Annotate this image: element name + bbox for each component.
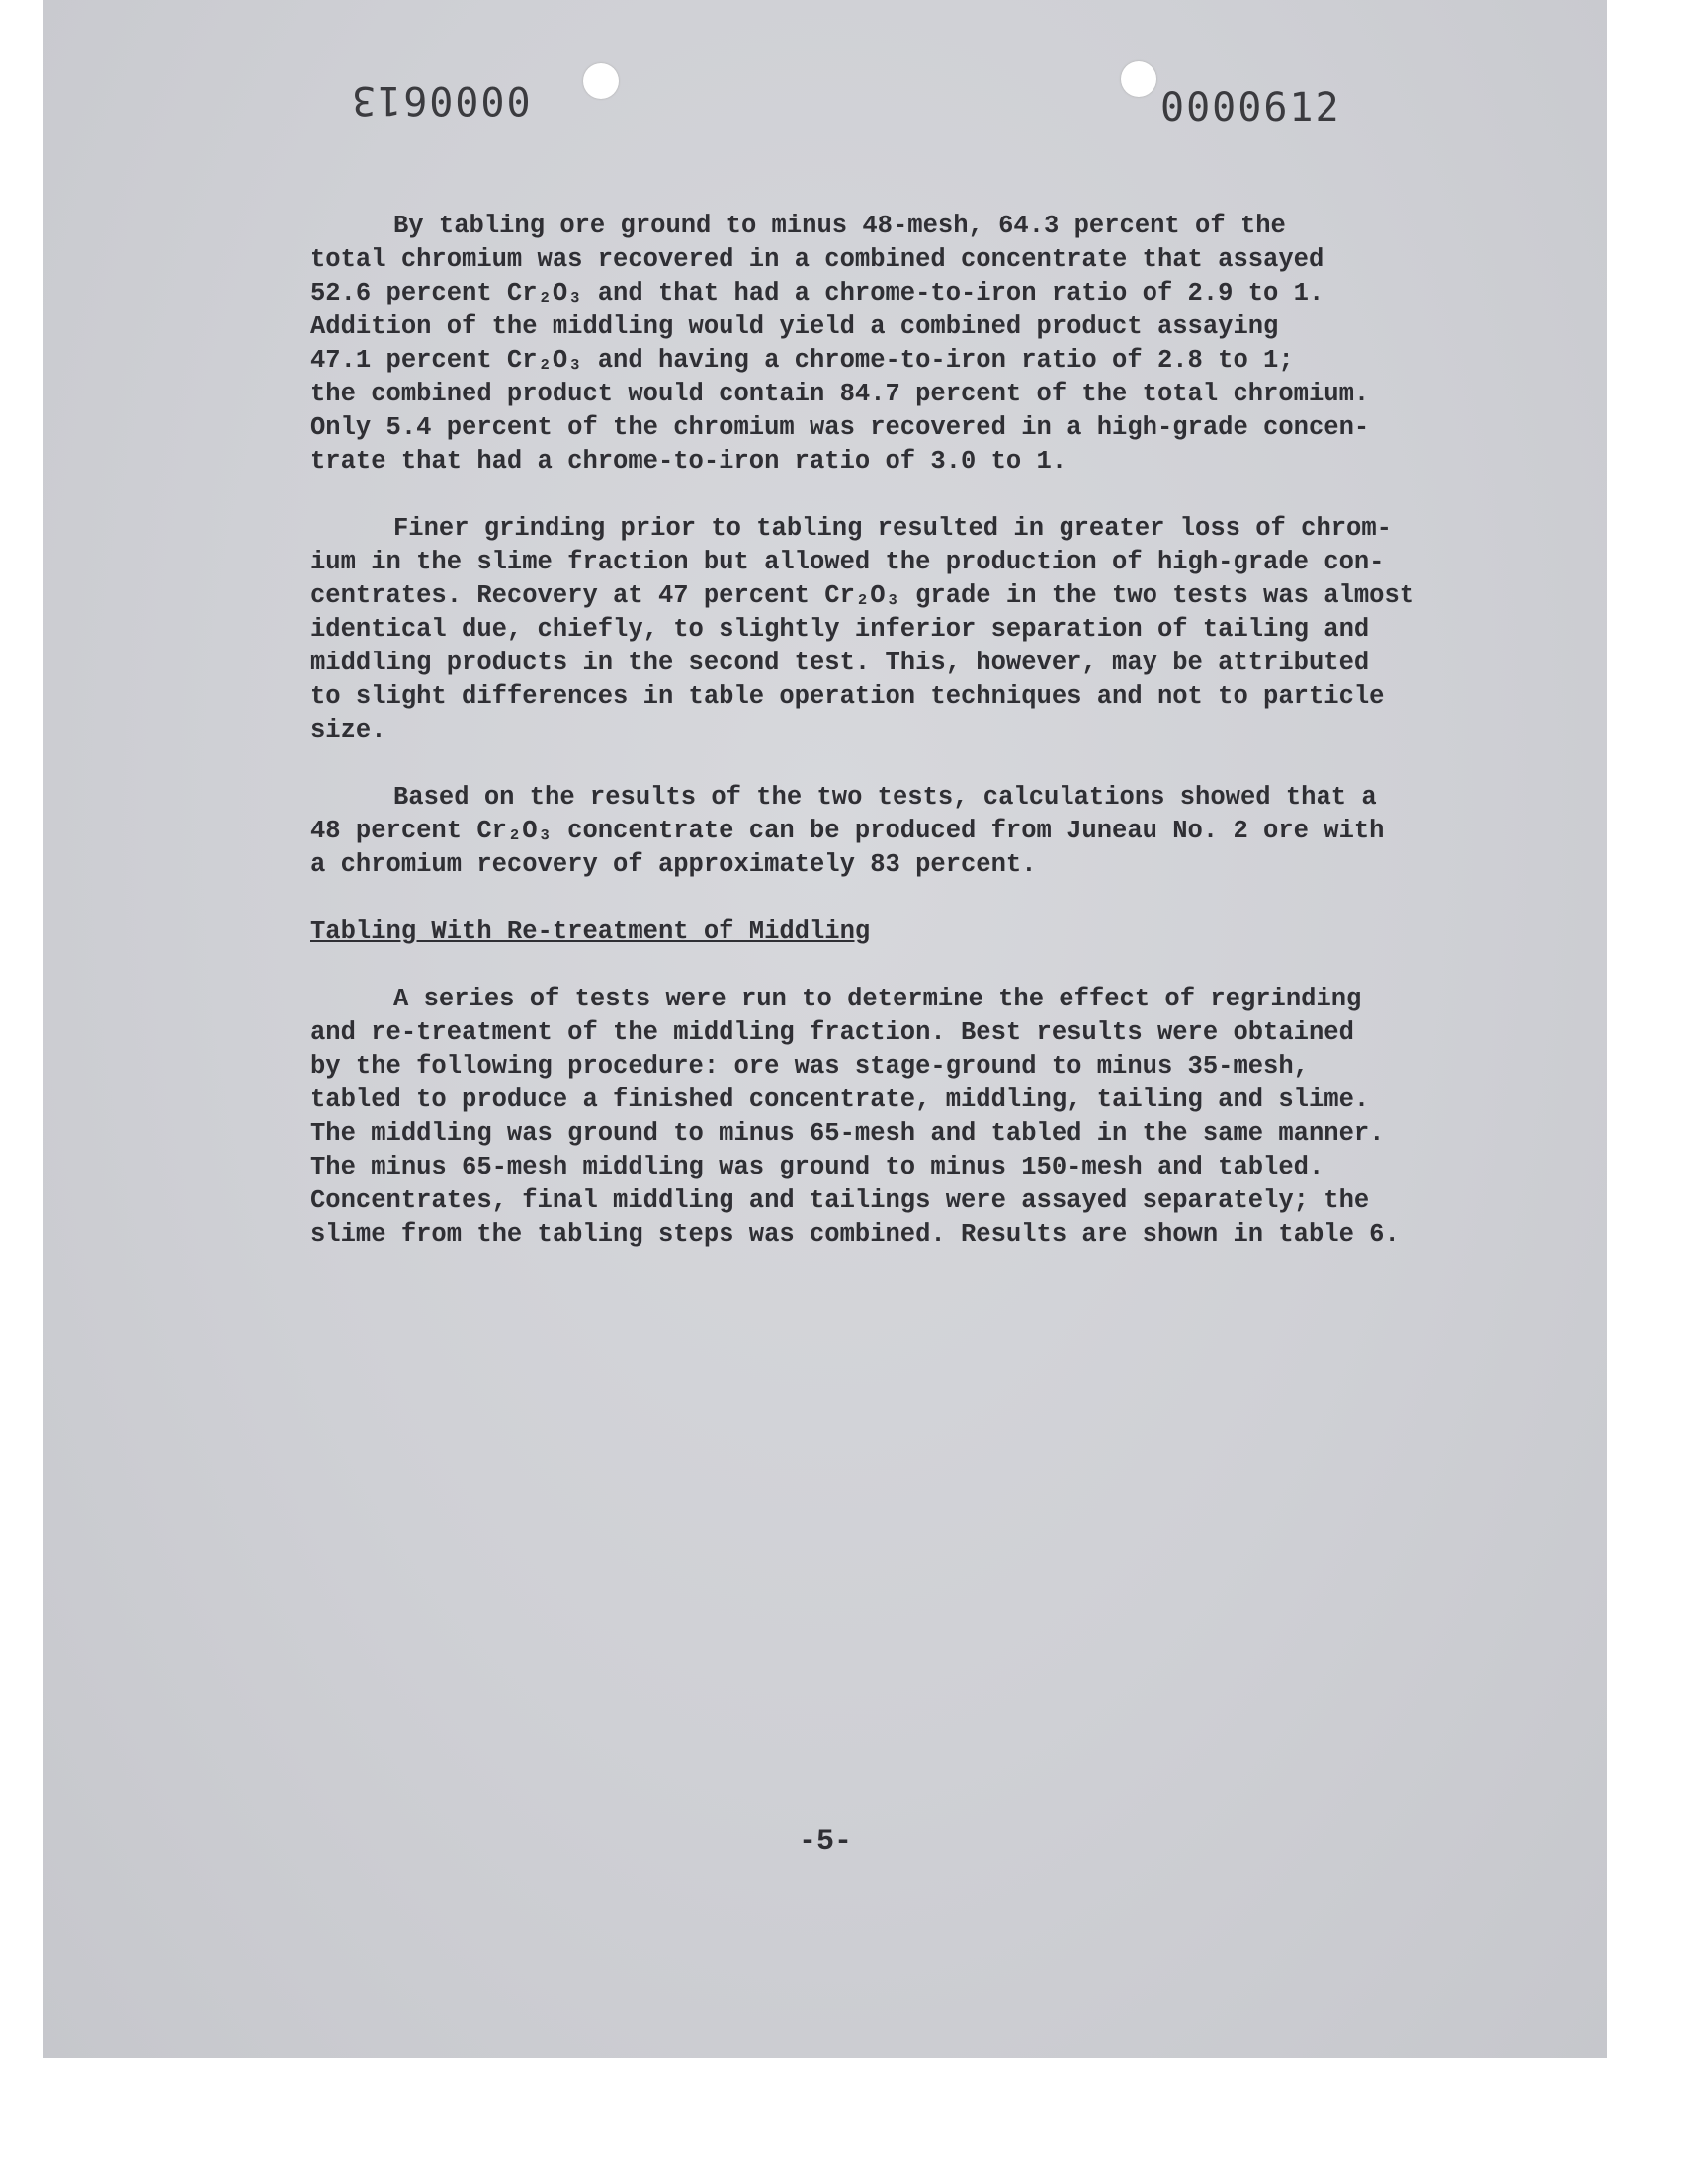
section-heading: Tabling With Re-treatment of Middling	[310, 917, 871, 946]
bates-stamp-page-number: 0000612	[1160, 85, 1341, 130]
paragraph-calculations: Based on the results of the two tests, calculations showed that a 48 percent Cr₂O₃ concentrate can be produced from Juneau No. 2 ore with a chromium recovery of approximately 83 percent.	[310, 783, 1385, 879]
document-body	[310, 210, 1580, 1285]
paragraph-tabling-48-mesh: By tabling ore ground to minus 48-mesh, 64.3 percent of the total chromium was recovered in a combined concentrate that assayed 52.6 percent Cr₂O₃ and that had a chrome-to-iron ratio of 2.9 to 1. Addition of the middling would yield a combined product assaying 47.1 percent Cr₂O₃ and having a chrome-to-iron ratio of 2.8 to 1; the combined product would contain 84.7 percent of the total chromium. Only 5.4 percent of the chromium was recovered in a high-grade concen- trate that had a chrome-to-iron ratio of 3.0 to 1.	[310, 212, 1370, 476]
punch-hole-right	[1121, 61, 1156, 97]
page-number: -5-	[798, 1825, 852, 1859]
bates-stamp-upside-down: 0000613	[350, 77, 531, 123]
paragraph-retreatment-procedure: A series of tests were run to determine the effect of regrinding and re-treatment of the middling fraction. Best results were obtained by the following procedure: ore was stage-ground to minus 35-mesh, tabled to produce a finished concentrate, middling, tailing and slime. The middling was ground to minus 65-mesh and tabled in the same manner. The minus 65-mesh middling was ground to minus 150-mesh and tabled. Concentrates, final middling and tailings were assayed separately; the slime from the tabling steps was combined. Results are shown in table 6.	[310, 985, 1400, 1249]
document-page	[43, 0, 1607, 2058]
punch-hole-left	[583, 63, 619, 99]
paragraph-finer-grinding: Finer grinding prior to tabling resulted in greater loss of chrom- ium in the slime fraction but allowed the production of high-grade con- centrates. Recovery at 47 percent Cr₂O₃ grade in the two tests was almost identical due, chiefly, to slightly inferior separation of tailing and middling products in the second test. This, however, may be attributed to slight differences in table operation techniques and not to particle size.	[310, 514, 1415, 744]
